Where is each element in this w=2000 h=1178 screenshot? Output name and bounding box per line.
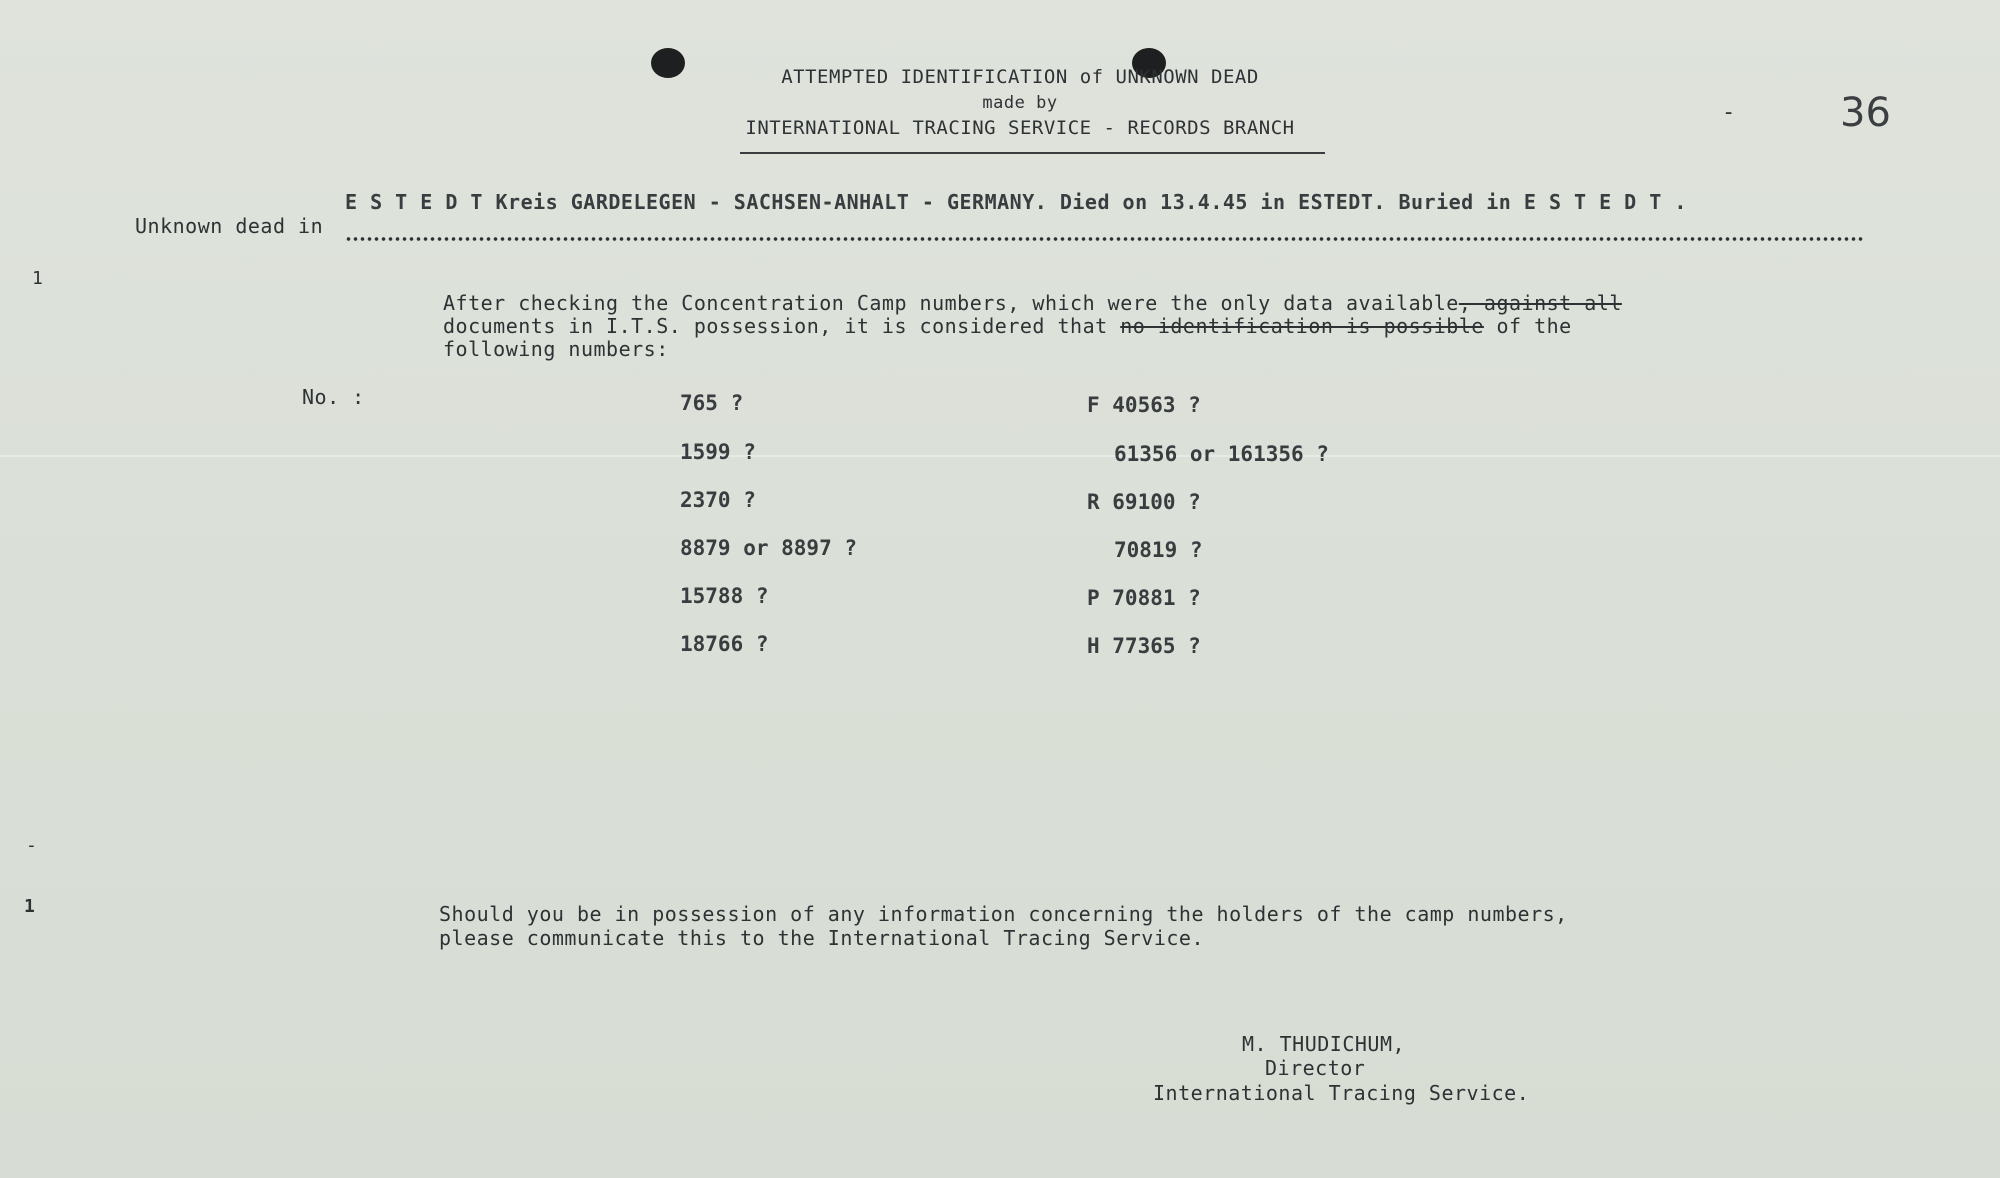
signatory-organization: International Tracing Service. xyxy=(1153,1081,1530,1105)
margin-mark-2: - xyxy=(26,835,37,856)
dotted-rule xyxy=(345,236,1865,242)
location-details: E S T E D T Kreis GARDELEGEN - SACHSEN-ANHALT - GERMANY. Died on 13.4.45 in ESTEDT. Buried in E S T E D T . xyxy=(345,190,1687,214)
camp-number: 18766 ? xyxy=(680,632,769,656)
camp-number: 61356 or 161356 ? xyxy=(1114,442,1329,466)
margin-mark-1: 1 xyxy=(32,268,43,289)
margin-mark-3: 1 xyxy=(24,896,35,917)
header-underline xyxy=(740,152,1325,154)
paragraph-line-3: following numbers: xyxy=(443,337,669,361)
paragraph-line-2-end: of the xyxy=(1483,314,1572,338)
paper-fold xyxy=(0,455,2000,457)
camp-number: R 69100 ? xyxy=(1087,490,1201,514)
paragraph-line-2 xyxy=(443,314,1572,338)
document-title: ATTEMPTED IDENTIFICATION of UNKNOWN DEAD xyxy=(781,66,1259,88)
paragraph-line-2-text: documents in I.T.S. possession, it is considered that xyxy=(443,314,1121,338)
signatory-title: Director xyxy=(1265,1056,1366,1080)
struck-phrase-1: , against all xyxy=(1458,291,1622,315)
closing-line-2: please communicate this to the International Tracing Service. xyxy=(439,926,1205,950)
camp-number: 765 ? xyxy=(680,391,744,415)
camp-number: 15788 ? xyxy=(680,584,769,608)
camp-number: 1599 ? xyxy=(680,440,756,464)
camp-number: P 70881 ? xyxy=(1087,586,1201,610)
camp-number: 70819 ? xyxy=(1114,538,1203,562)
paragraph-line-1 xyxy=(443,291,1622,315)
organization-heading: INTERNATIONAL TRACING SERVICE - RECORDS BRANCH xyxy=(745,117,1295,139)
location-label: Unknown dead in xyxy=(135,214,324,238)
camp-number: 8879 or 8897 ? xyxy=(680,536,858,560)
signatory-name: M. THUDICHUM, xyxy=(1242,1032,1406,1056)
struck-phrase-2: no identification is possible xyxy=(1120,314,1484,338)
camp-number: F 40563 ? xyxy=(1087,393,1201,417)
camp-number: H 77365 ? xyxy=(1087,634,1201,658)
numbers-label: No. : xyxy=(302,385,365,409)
paragraph-line-1-text: After checking the Concentration Camp numbers, which were the only data available xyxy=(443,291,1459,315)
closing-line-1: Should you be in possession of any information concerning the holders of the camp numbers, xyxy=(439,902,1568,926)
dash-mark: - xyxy=(1722,100,1736,125)
made-by-line: made by xyxy=(982,93,1058,113)
camp-number: 2370 ? xyxy=(680,488,756,512)
document-number: 36 xyxy=(1840,90,1891,136)
